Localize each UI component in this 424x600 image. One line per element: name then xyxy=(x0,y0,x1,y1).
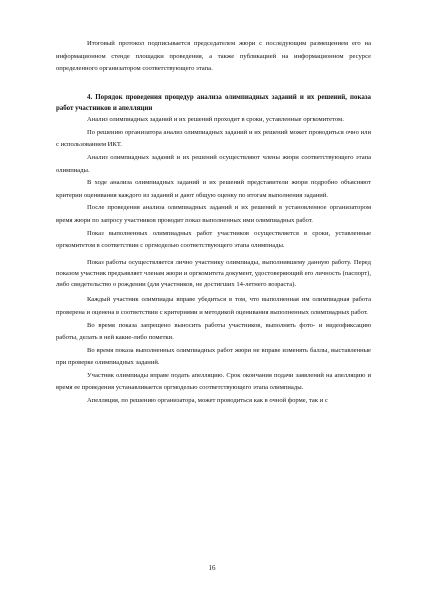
paragraph-analysis-ict: По решению организатора анализ олимпиадных заданий и их решений может проводиться очно или с использованием ИКТ. xyxy=(56,128,371,149)
page-number: 16 xyxy=(208,564,216,572)
paragraph-analysis-terms: Анализ олимпиадных заданий и их решений проходит в сроки, уставленные оргкомитетом. xyxy=(87,116,344,124)
paragraph-analysis-criteria: В ходе анализа олимпиадных заданий и их решений представители жюри подробно объясняют критерии оценивания каждого из заданий и дают общую оценку по итогам выполнения заданий. xyxy=(56,179,371,199)
paragraph-showing-prohibited: Во время показа запрещено выносить работы участников, выполнять фото- и видеофиксацию работы, делать в ней какие-либо пометки. xyxy=(56,321,371,342)
paragraph-showing-terms: Показ выполненных олимпиадных работ участников осуществляется в сроки, уставленные оргкомитетом в соответствии с оргмоделью соответствующего этапа олимпиады. xyxy=(56,229,371,250)
paragraph-showing-personal: Показ работы осуществляется лично участнику олимпиады, выполнившему данную работу. Перед показом участник предъявляет членам жюри и оргкомитета документ, удостоверяющий его личность (паспорт), либо свидетельство о рождении (для участников, не достигших 14-летнего возраста). xyxy=(56,258,371,289)
paragraph-appeal-right: Участник олимпиады вправе подать апелляцию. Срок окончания подачи заявлений на апелляцию и время ее проведения устанавливается оргмоделью соответствующего этапа олимпиады. xyxy=(56,371,371,392)
paragraph-analysis-jury: Анализ олимпиадных заданий и их решений осуществляют члены жюри соответствующего этапа олимпиады. xyxy=(56,153,371,174)
page-content xyxy=(56,38,371,408)
paragraph-appeal-form: Апелляция, по решению организатора, может проводиться как в очной форме, так и с xyxy=(87,397,328,405)
paragraph-scores-unchanged: Во время показа выполненных олимпиадных работ жюри не вправе изменять баллы, выставленные при проверке олимпиадных заданий. xyxy=(56,346,371,367)
paragraph-after-analysis: После проведения анализа олимпиадных заданий и их решений в установленное организатором время жюри по запросу участников проводит показ выполненных ими олимпиадных работ. xyxy=(56,204,371,224)
paragraph-protocol: Итоговый протокол подписывается председателем жюри с последующим размещением его на информационном стенде площадки проведения, а также публикацией на информационном ресурсе определенного организатором соответствующего этапа. xyxy=(56,40,371,73)
paragraph-participant-right: Каждый участник олимпиады вправе убедиться в том, что выполненная им олимпиадная работа проверена и оценена в соответствии с критериями и методикой оценивания выполненных олимпиадных работ. xyxy=(56,296,371,316)
section-heading: 4. Порядок проведения процедур анализа олимпиадных заданий и их решений, показа работ участников и апелляции xyxy=(56,93,371,112)
